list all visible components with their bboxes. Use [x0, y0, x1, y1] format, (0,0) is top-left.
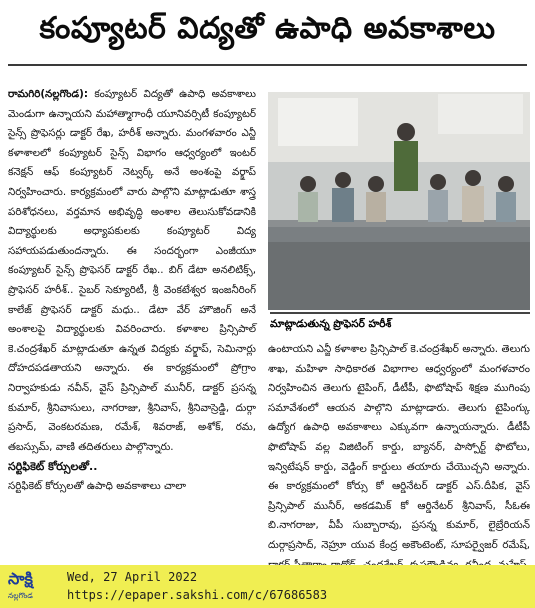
footer-bar — [0, 565, 535, 608]
headline: కంప్యూటర్ విద్యతో ఉపాధి అవకాశాలు — [39, 11, 496, 46]
article-left-column — [8, 85, 256, 555]
logo-edition: నల్లగొండ — [8, 591, 33, 600]
publication-date: Wed, 27 April 2022 — [67, 570, 198, 584]
article-text-right: ఉంటాయని ఎన్జీ కళాశాల ప్రిన్సిపాల్ కె.చంద్రశేఖర్ అన్నారు. తెలుగు శాఖ, మహిళా సాధికారత విభాగాల ఆధ్వర్యంలో మంగళవారం నిర్వహించిన తెలుగు టైపింగ్, డీటీపీ, ఫొటోషాప్ శిక్షణ ముగింపు సమావేశంలో ఆయన పాల్గొని మాట్లాడారు. తెలుగు టైపింగ్కు ఉద్యోగ ఉపాధి అవకాశాలు ఎక్కువగా ఉన్నాయన్నారు. డీటీపీ ఫొటోషాప్ వల్ల విజిటింగ్ కార్డు, బ్యానర్, పాస్పోర్ట్ ఫొటోలు, ఇన్విటేషన్ కార్డు, వెడ్డింగ్ కార్డులు తయారు చేయొచ్చని అన్నారు. ఈ కార్యక్రమంలో కోర్సు కో ఆర్డినేటర్ డాక్టర్ ఎస్.దీపిక, వైస్ ప్రిన్సిపాల్ మునీర్, అకడమిక్ కో ఆర్డినేటర్ శ్రీనివాస్, సీఓఈ బి.నాగరాజు, వీపీ సుబ్బారావు, ప్రసన్న కుమార్, లైబ్రేరియన్ దుర్గాప్రసాద్, నెహ్రూ యువ కేంద్ర అకౌంటెంట్, సూపర్వైజర్ రమేష్, — [268, 343, 530, 551]
epaper-link[interactable]: https://epaper.sakshi.com/c/67686583 — [67, 588, 328, 602]
article-right-column — [268, 340, 530, 557]
photo-caption: మాట్లాడుతున్న ప్రొఫెసర్ హరీశ్ — [270, 312, 530, 334]
article-text-left-end: సర్టిఫికెట్ కోర్సులతో ఉపాధి అవకాశాలు చాలా — [8, 479, 187, 492]
article-text-left: కంప్యూటర్ విద్యతో ఉపాధి అవకాశాలు మెండుగా ఉన్నాయని మహాత్మాగాంధీ యూనివర్సిటీ కంప్యూటర్ సైన్స్ ప్రొఫెసర్లు డాక్టర్ రేఖ, హరీశ్ అన్నారు. మంగళవారం ఎన్జీ కళాశాలలో కంప్యూటర్ సైన్స్ విభాగం ఆధ్వర్యంలో ఇంటర్ కనెక్షన్ ఆఫ్ కంప్యూటర్ నెట్వర్క్ అనే అంశంపై వర్క్షాప్ నిర్వహించారు. కార్యక్రమంలో వారు పాల్గొని మాట్లాడుతూ శాస్త్ర పరిశోధనలు, వర్తమాన అభివృద్ధి అంశాల తెలుసుకోవడానికి విద్యార్థులకు అధ్యాపకులకు కంప్యూటర్ విద్య సహాయపడుతుందన్నారు. ఈ సందర్భంగా ఎంజీయూ కంప్యూటర్ సైన్స్ ప్రొఫెసర్ డాక్టర్ రేఖ.. బిగ్ డేటా అనలిటిక్స్, ప్రొఫెసర్ హరీశ్.. సైబర్ సెక్యూరిటీ, శ్రీ వెంకటేశ్వర ఇంజనీరింగ్ కాలేజ్ ప్రొఫెసర్ డాక్టర్ మధు.. డేటా వేర్ హౌజింగ్ అనే అంశాలపై విద్యార్థులకు వివరించారు. కళాశాల ప్రిన్సిపాల్ కె.చంద్రశేఖర్ మాట్లాడుతూ ఉన్నత విద్యకు వర్క్షాప్, సెమినార్లు దోహదపడతాయని అన్నారు. ఈ కార్యక్రమంలో ప్రోగ్రాం నిర్వాహకుడు నవీన్, వైస్ ప్రిన్సిపాల్ మునీర్, డాక్టర్ ప్రసన్న కుమార్, శ్రీనివాసులు, నాగరాజు, శ్రీనివాస్, శ్రీనివాస్రెడ్డి, దుర్గా ప్రసాద్, వెంకటరమణ, రమేశ్, శివరాజ్, అశోక్, రమ, తబస్సుమ్, వాణి తదితరులు పాల్గొన్నారు. — [8, 88, 256, 453]
article-subhead: సర్టిఫికెట్ కోర్సులతో.. — [8, 460, 98, 474]
event-photo — [268, 92, 530, 310]
logo-text: సాక్షి — [8, 569, 33, 588]
sakshi-logo — [8, 569, 46, 603]
headline-divider — [8, 64, 527, 66]
dateline: రామగిరి(నల్లగొండ): — [8, 88, 88, 100]
article-body-left — [8, 85, 256, 457]
